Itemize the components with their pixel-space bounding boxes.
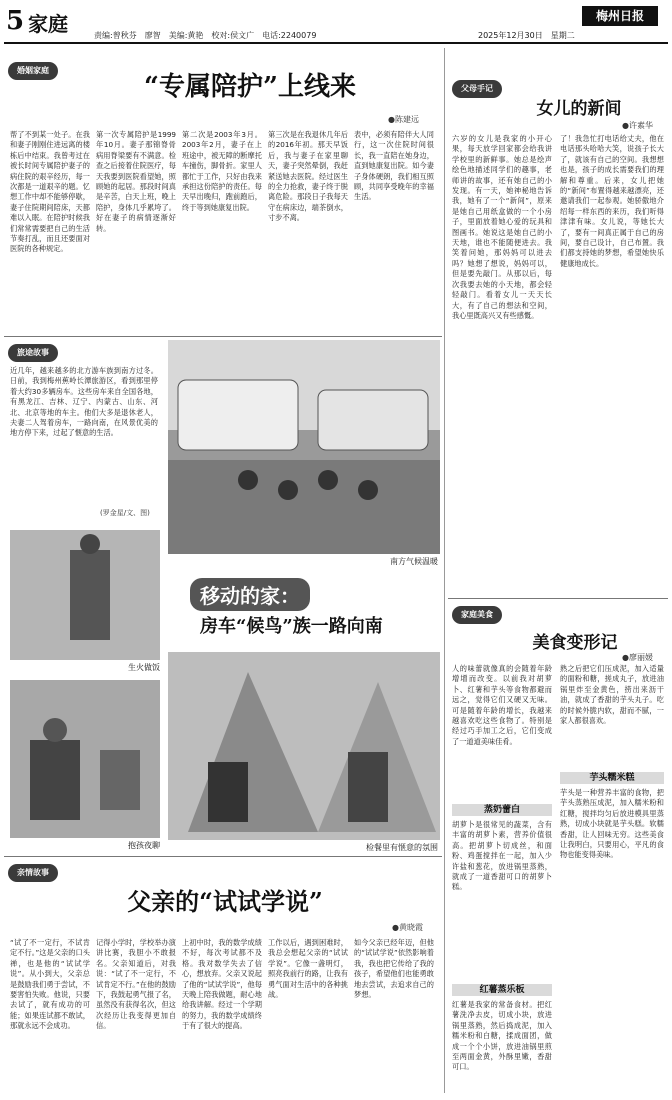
rv-photo-main xyxy=(168,340,440,554)
newspaper-logo: 梅州日报 xyxy=(582,6,658,26)
father-col-4: 工作以后，遇到困难时，我总会想起父亲的“试试学说”。它像一盏明灯，照亮我前行的路，让我有勇气面对生活中的各种挑战。 xyxy=(268,938,348,1000)
father-badge: 亲情故事 xyxy=(8,864,58,882)
food-byline: ●廖丽媛 xyxy=(622,653,653,662)
rv-banner-main: 移动的家： xyxy=(190,578,310,611)
exclusive-col-5: 表中，必须有陪伴大人同行，这一次住院时间很长，我一直陪在她身边，直到她康复出院。如今妻子身体硬朗，我们相互照顾，共同享受晚年的幸福生活。 xyxy=(354,130,434,202)
rv-photo-chat-image xyxy=(10,680,160,838)
section-name: 家庭 xyxy=(28,12,68,36)
daughter-badge: 父母手记 xyxy=(452,80,502,98)
rv-photo-cooking xyxy=(10,530,160,660)
father-byline: ●黄晓霞 xyxy=(392,923,423,932)
daughter-col-2: 了！我急忙打电话给丈夫，他在电话那头哈哈大笑，说孩子长大了，就该有自己的空间。我想想也是，孩子的成长需要我们的理解和尊重。后来，女儿把她的“新间”布置得越来越漂亮，还邀请我们一起参观。她骄傲地介绍每一样东西的来历，我们听得津津有味。女儿说，等她长大了，要有一间真正属于自己的房间，要自己设计，自己布置。我们都支持她的梦想，希望她快乐健康地成长。 xyxy=(560,134,664,268)
page-header xyxy=(0,0,672,44)
rv-bottom-divider xyxy=(4,856,442,857)
rv-photo-tent xyxy=(168,652,440,840)
rv-photo-cooking-image xyxy=(10,530,160,660)
daughter-title: 女儿的新间 xyxy=(536,99,622,119)
rv-top-divider xyxy=(4,336,442,337)
exclusive-col-4: 第三次是在我退休几年后的2016年初。那天早饭后，我与妻子在家里聊天，妻子突然晕倒，我赶紧送她去医院。经过医生的全力抢救，妻子终于脱离危险。那段日子我每天守在病床边，端茶倒水，寸步不离。 xyxy=(268,130,348,223)
exclusive-col-2: 第一次专属陪护是1999年10月。妻子那锦脊骨病用脊梁要有不满意。检查之后接着住院医疗，每天我要到医院看望她，照顾她的起居。那段时间真是辛苦，白天上班，晚上陪护，身体几乎累垮了。好在妻子的病情逐渐好转。 xyxy=(96,130,176,233)
father-title: 父亲的“试试学说” xyxy=(127,887,323,916)
food-left-2: 胡萝卜是很常见的蔬菜，含有丰富的胡萝卜素，营养价值很高。把胡萝卜切成丝，和面粉、鸡蛋搅拌在一起，加入少许盐和葱花，放进锅里蒸熟，就成了一道香甜可口的胡萝卜糕。 xyxy=(452,820,552,892)
food-left-1: 人的味蕾就像真的会随着年龄增增而改变。以前我对胡萝卜、红薯和芋头等食物都避而远之，觉得它们又硬又无味。可是随着年龄的增长，我越来越喜欢吃这些食物了。特别是经过巧手加工之后，它们变成了一道道美味佳肴。 xyxy=(452,664,552,746)
rv-photo-main-image xyxy=(168,340,440,554)
exclusive-title: “专属陪护”上线来 xyxy=(144,72,356,102)
rv-banner-sub: 房车“候鸟”族一路向南 xyxy=(200,616,383,637)
food-sub-1: 蒸奶蕾白 xyxy=(452,804,552,816)
father-col-1: “试了不一定行，不试肯定不行。”这是父亲的口头禅，也是他的“试试学说”。从小到大，父亲总是鼓励我们勇于尝试，不要害怕失败。他说，只要去试了，就有成功的可能；如果连试都不敢试，那就永远不会成功。 xyxy=(10,938,90,1031)
food-left-3: 红薯是我家的常备食材。把红薯洗净去皮，切成小块，放进锅里蒸熟，然后捣成泥，加入糯米粉和白糖，揉成面团，做成一个个小饼，放进油锅里煎至两面金黄，外酥里嫩，香甜可口。 xyxy=(452,1000,552,1072)
rv-caption-1: 南方气候温暖 xyxy=(390,557,438,566)
food-right-1: 熟之后把它们压成泥，加入适量的面粉和糖，搓成丸子，放进油锅里炸至金黄色，捞出来沥干油，就成了香甜的芋头丸子。吃的时候外脆内软，甜而不腻，一家人都很喜欢。 xyxy=(560,664,664,726)
rv-caption-4: 检餐里有惬意的氛围 xyxy=(366,843,438,852)
exclusive-col-1: 帮了不到某一处子。在我和妻子刚刚住进远离的楼栋后中结束。我曾考过在被长时间专属陪护妻子的病住院的艰辛经历，每一次都是一道艰辛的题。忆想工作中却不能够停歇，妻子住院期间陪床，天都难以入眠。在陪护时候我们常常需要把自己的生活节奏打乱，而且还要面对医院的各种规定。 xyxy=(10,130,90,254)
food-sub-2: 红薯蒸乐板 xyxy=(452,984,552,996)
rv-intro: 近几年，越来越多的北方游车族到南方过冬。日前，我到梅州蕉岭长潭旅游区，看到那里停着大约30多辆房车。这些房车来自全国各地，有黑龙江、吉林、辽宁、内蒙古、山东、河北、北京等地的车主。他们大多是退休老人，夫妻二人驾着房车，一路向南，在风景优美的地方停下来，过起了惬意的生活。 xyxy=(10,366,158,438)
rv-badge: 旅途故事 xyxy=(8,344,58,362)
column-divider xyxy=(444,48,445,1093)
daughter-col-1: 六岁的女儿是我家的小开心果，每天放学回家都会给我讲学校里的新鲜事。她总是绘声绘色地描述同学们的趣事，老师讲的故事，还有她自己的小发现。有一天，她神秘地告诉我，她有了一个“新间”，原来是她自己用纸盒做的一个小房子，里面放着她心爱的玩具和图画书。她说这是她自己的小天地，谁也不能随便进去。我笑着问她，那妈妈可以进去吗？她想了想说，妈妈可以，但是要先敲门。从那以后，每次我要去她的小天地，都会轻轻敲门。看着女儿一天天长大，有了自己的想法和空间，我心里既高兴又有些感慨。 xyxy=(452,134,552,320)
rv-photo-tent-image xyxy=(168,652,440,840)
exclusive-byline: ●陈建远 xyxy=(388,115,419,124)
page-number: 5 xyxy=(6,6,25,36)
food-sub-3: 芋头糯米糕 xyxy=(560,772,664,784)
father-col-2: 记得小学时，学校举办演讲比赛，我胆小不敢报名。父亲知道后，对我说：“试了不一定行，不试肯定不行。”在他的鼓励下，我鼓起勇气报了名，虽然没有获得名次，但这次经历让我变得更加自信。 xyxy=(96,938,176,1031)
header-rule xyxy=(4,42,668,44)
exclusive-col-3: 第二次是2003年3月。2003年2月，妻子在上班途中，被无障的断摩托车撞伤，脚骨折。家里人都忙于工作，只好由我来承担这份陪护的责任。每天早出晚归，跑前跑后，终于等到她康复出院。 xyxy=(182,130,262,212)
exclusive-badge: 婚姻家庭 xyxy=(8,62,58,80)
rv-caption-3: 抱孩夜聊 xyxy=(128,841,160,850)
food-badge: 家庭美食 xyxy=(452,606,502,624)
father-col-3: 上初中时，我的数学成绩不好，每次考试都不及格。我对数学失去了信心，想放弃。父亲又说起了他的“试试学说”，他每天晚上陪我做题，耐心地给我讲解。经过一个学期的努力，我的数学成绩终于有了很大的提高。 xyxy=(182,938,262,1031)
section-divider xyxy=(448,598,668,599)
rv-photo-chat xyxy=(10,680,160,838)
rv-intro-byline: (罗金星/文、图) xyxy=(100,509,150,517)
rv-caption-2: 生火做饭 xyxy=(128,663,160,672)
food-title: 美食变形记 xyxy=(532,633,618,653)
date-line: 2025年12月30日 星期二 xyxy=(478,31,575,40)
food-right-2: 芋头是一种营养丰富的食物，把芋头蒸熟压成泥，加入糯米粉和红糖，搅拌均匀后放进模具里蒸熟，切成小块就是芋头糕。软糯香甜，让人回味无穷。这些美食让我明白，只要用心，平凡的食物也能变得美味。 xyxy=(560,788,664,860)
daughter-byline: ●许素华 xyxy=(622,121,653,130)
father-col-5: 如今父亲已经年迈，但他的“试试学说”依然影响着我，我也把它传给了我的孩子，希望他们也能勇敢地去尝试，去追求自己的梦想。 xyxy=(354,938,434,1000)
staff-line: 责编:曾秋芬 廖智 美编:黄艳 校对:侯文广 电话:2240079 xyxy=(94,31,317,40)
